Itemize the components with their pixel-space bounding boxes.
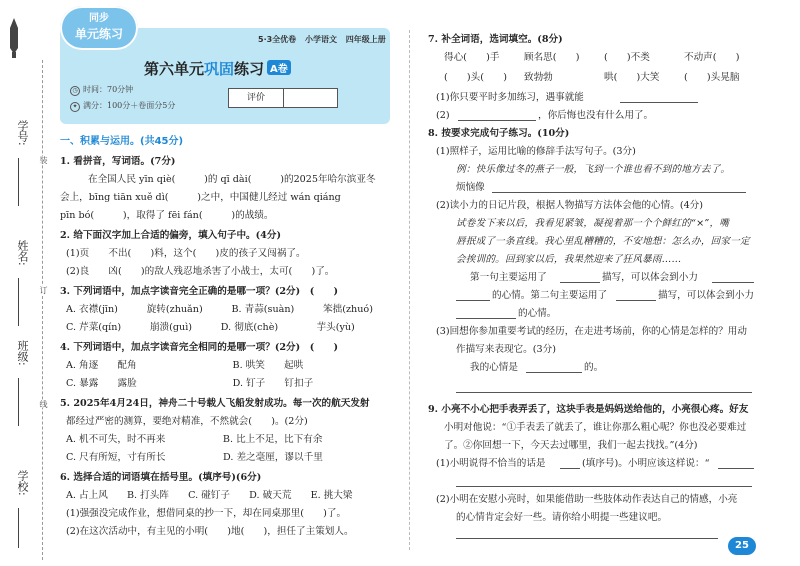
question-line: 8. 按要求完成句子练习。(10分) bbox=[428, 128, 570, 139]
question-line: 7. 补全词语，选词填空。(8分) bbox=[428, 34, 563, 45]
score-info bbox=[70, 100, 175, 112]
time-text: 时间：70分钟 bbox=[83, 85, 134, 94]
score-text: 满分：100分＋卷面分5分 bbox=[83, 101, 176, 110]
binding-strip bbox=[0, 0, 50, 566]
question-line: 1. 看拼音，写词语。(7分) bbox=[60, 156, 176, 167]
answer-line[interactable] bbox=[718, 468, 754, 469]
question-line: (3)回想你参加重要考试的经历，在走进考场前，你的心情是怎样的？用动 bbox=[436, 326, 747, 337]
question-line: C. 暴露 露脸 D. 钉子 钉扣子 bbox=[66, 378, 314, 389]
question-line: 2. 给下面汉字加上合适的偏旁，填入句子中。(4分) bbox=[60, 230, 281, 241]
question-line: (1)强强没完成作业，想借同桌的抄一下，却在同桌那里( )了。 bbox=[66, 508, 347, 519]
example-line: 例：快乐像过冬的燕子一般，飞到一个谁也看不到的地方去了。 bbox=[456, 164, 731, 175]
series-name: 5·3全优卷 bbox=[258, 35, 297, 44]
class-line bbox=[18, 378, 19, 426]
question-line: (1)照样子，运用比喻的修辞手法写句子。(3分) bbox=[436, 146, 636, 157]
school-label: 学校: bbox=[16, 470, 29, 496]
question-line: C. 芹菜(qín) 崩溃(guì) D. 彻底(chè) 芋头(yù) bbox=[66, 322, 355, 333]
question-line: A. 衣襟(jīn) 旋转(zhuǎn) B. 青蒜(suàn) 笨拙(zhuó) bbox=[66, 304, 373, 315]
question-line: 描写，可以体会到小力 bbox=[658, 290, 754, 301]
answer-line[interactable] bbox=[526, 372, 582, 373]
passage-line: 会挨训的。回到家以后，我果然迎来了狂风暴雨…… bbox=[456, 254, 682, 265]
page-number: 25 bbox=[728, 537, 756, 555]
question-line: 都经过严密的测算，要绝对精准，不然就会( )。(2分) bbox=[66, 416, 308, 427]
answer-line[interactable] bbox=[458, 120, 536, 121]
passage-line: 试卷发下来以后，我看见紧皱，凝视着那一个个鲜红的“×”，嘴 bbox=[456, 218, 730, 229]
question-line: 的心情。第二句主要运用了 bbox=[492, 290, 608, 301]
answer-line[interactable] bbox=[560, 468, 580, 469]
question-line: 的。 bbox=[584, 362, 604, 373]
question-line: (填序号)。小明应该这样说：“ bbox=[582, 458, 710, 469]
question-line: 第一句主要运用了 bbox=[470, 272, 547, 283]
question-line: (1)小明说得不恰当的话是 bbox=[436, 458, 546, 469]
column-divider bbox=[409, 30, 410, 550]
answer-line[interactable] bbox=[456, 538, 718, 539]
binding-word: 订 bbox=[39, 286, 48, 294]
question-line: 6. 选择合适的词语填在括号里。(填序号)(6分) bbox=[60, 472, 262, 483]
rocket-icon bbox=[9, 18, 19, 58]
question-line: (2)在这次活动中，有主见的小明( )地( )，担任了主策划人。 bbox=[66, 526, 354, 537]
q7-word: ( )不类 bbox=[604, 52, 650, 63]
q7-word: ( )头( ) bbox=[444, 72, 507, 83]
question-line: 会上，bīng tiān xuě dì( )之中，中国健儿经过 wán qiáng bbox=[60, 192, 341, 203]
title-prefix: 第六单元 bbox=[144, 60, 205, 78]
clock-icon: ◷ bbox=[70, 86, 80, 96]
page-title bbox=[144, 58, 291, 79]
question-line: 3. 下列词语中，加点字读音完全正确的是哪一项？(2分) ( ) bbox=[60, 286, 339, 297]
section-heading: 一、积累与运用。(共45分) bbox=[60, 136, 184, 147]
passage-line: 唇抿成了一条直线。我心里乱糟糟的，不安地想：怎么办，回家一定 bbox=[456, 236, 750, 247]
question-line: (2)小明在安慰小亮时，如果能借助一些肢体动作表达自己的情感，小亮 bbox=[436, 494, 738, 505]
evaluation-label: 评价 bbox=[229, 89, 284, 107]
question-line: 5. 2025年4月24日，神舟二十号载人飞船发射成功。每一次的航天发射 bbox=[60, 398, 370, 409]
student-number-label: 学号: bbox=[16, 120, 29, 146]
question-line: (2) bbox=[436, 110, 450, 121]
answer-line[interactable] bbox=[456, 486, 752, 487]
question-line: 在全国人民 yīn qiè( )的 qī dài( )的2025年哈尔滨亚冬 bbox=[88, 174, 376, 185]
badge-line1: 同步 bbox=[89, 13, 109, 24]
answer-line[interactable] bbox=[456, 392, 752, 393]
grade-name: 四年级上册 bbox=[345, 35, 386, 44]
binding-dash-line bbox=[42, 60, 43, 560]
question-line: 烦恼像 bbox=[456, 182, 485, 193]
question-line: (1)页 不出( )料，这个( )皮的孩子又闯祸了。 bbox=[66, 248, 306, 259]
title-suffix: 练习 bbox=[234, 60, 265, 78]
class-label: 班级: bbox=[16, 340, 29, 366]
subject-name: 小学语文 bbox=[304, 35, 337, 44]
binding-word: 线 bbox=[39, 400, 48, 408]
question-line: pīn bó( )，取得了 fēi fán( )的战绩。 bbox=[60, 210, 274, 221]
badge-line2: 单元练习 bbox=[74, 27, 123, 41]
q7-word: 顾名思( ) bbox=[524, 52, 580, 63]
binding-word: 装 bbox=[39, 156, 48, 164]
q7-word: 哄( )大笑 bbox=[604, 72, 660, 83]
title-highlight: 巩固 bbox=[204, 60, 235, 78]
question-line: A. 机不可失，时不再来 B. 比上不足，比下有余 bbox=[66, 434, 323, 445]
answer-line[interactable] bbox=[616, 300, 656, 301]
q7-word: 致勃勃 bbox=[524, 72, 553, 83]
q7-word: 得心( )手 bbox=[444, 52, 500, 63]
question-line: 我的心情是 bbox=[470, 362, 518, 373]
question-line: 了。②你回想一下，今天去过哪里，我们一起去找找。”(4分) bbox=[444, 440, 698, 451]
question-line: (1)你只要平时多加练习，遇事就能 bbox=[436, 92, 584, 103]
q7-word: ( )头晃脑 bbox=[684, 72, 740, 83]
question-line: 小明对他说：“①手表丢了就丢了，谁让你那么粗心呢？你也没必要难过 bbox=[444, 422, 747, 433]
name-line bbox=[18, 278, 19, 326]
question-line: C. 尺有所短，寸有所长 D. 差之毫厘，谬以千里 bbox=[66, 452, 323, 463]
star-icon: ✦ bbox=[70, 102, 80, 112]
answer-line[interactable] bbox=[560, 282, 600, 283]
question-line: ，你后悔也没有什么用了。 bbox=[538, 110, 654, 121]
answer-line[interactable] bbox=[492, 192, 746, 193]
question-line: (2)良 凶( )的敌人残忍地杀害了小战士，太可( )了。 bbox=[66, 266, 335, 277]
question-line: A. 角逐 配角 B. 哄笑 起哄 bbox=[66, 360, 304, 371]
answer-line[interactable] bbox=[712, 282, 754, 283]
school-line bbox=[18, 508, 19, 548]
question-line: 9. 小亮不小心把手表弄丢了，这块手表是妈妈送给他的，小亮很心疼。好友 bbox=[428, 404, 749, 415]
answer-line[interactable] bbox=[456, 318, 516, 319]
answer-line[interactable] bbox=[456, 300, 490, 301]
title-badge: A卷 bbox=[267, 60, 291, 75]
question-line: 4. 下列词语中，加点字读音完全相同的是哪一项？(2分) ( ) bbox=[60, 342, 339, 353]
question-line: A. 占上风 B. 打头阵 C. 碰钉子 D. 破天荒 E. 挑大梁 bbox=[66, 490, 353, 501]
series-info bbox=[258, 34, 392, 45]
question-line: 的心情肯定会好一些。请你给小明提一些建议吧。 bbox=[456, 512, 668, 523]
question-line: (2)读小力的日记片段，根据人物描写方法体会他的心情。(4分) bbox=[436, 200, 704, 211]
student-number-line bbox=[18, 158, 19, 206]
evaluation-box bbox=[228, 88, 338, 108]
unit-badge bbox=[60, 6, 138, 50]
q7-word: 不动声( ) bbox=[684, 52, 740, 63]
name-label: 姓名: bbox=[16, 240, 29, 266]
question-line: 的心情。 bbox=[518, 308, 557, 319]
question-line: 作描写来表现它。(3分) bbox=[456, 344, 556, 355]
answer-line[interactable] bbox=[620, 102, 698, 103]
time-info bbox=[70, 84, 133, 96]
question-line: 描写，可以体会到小力 bbox=[602, 272, 698, 283]
